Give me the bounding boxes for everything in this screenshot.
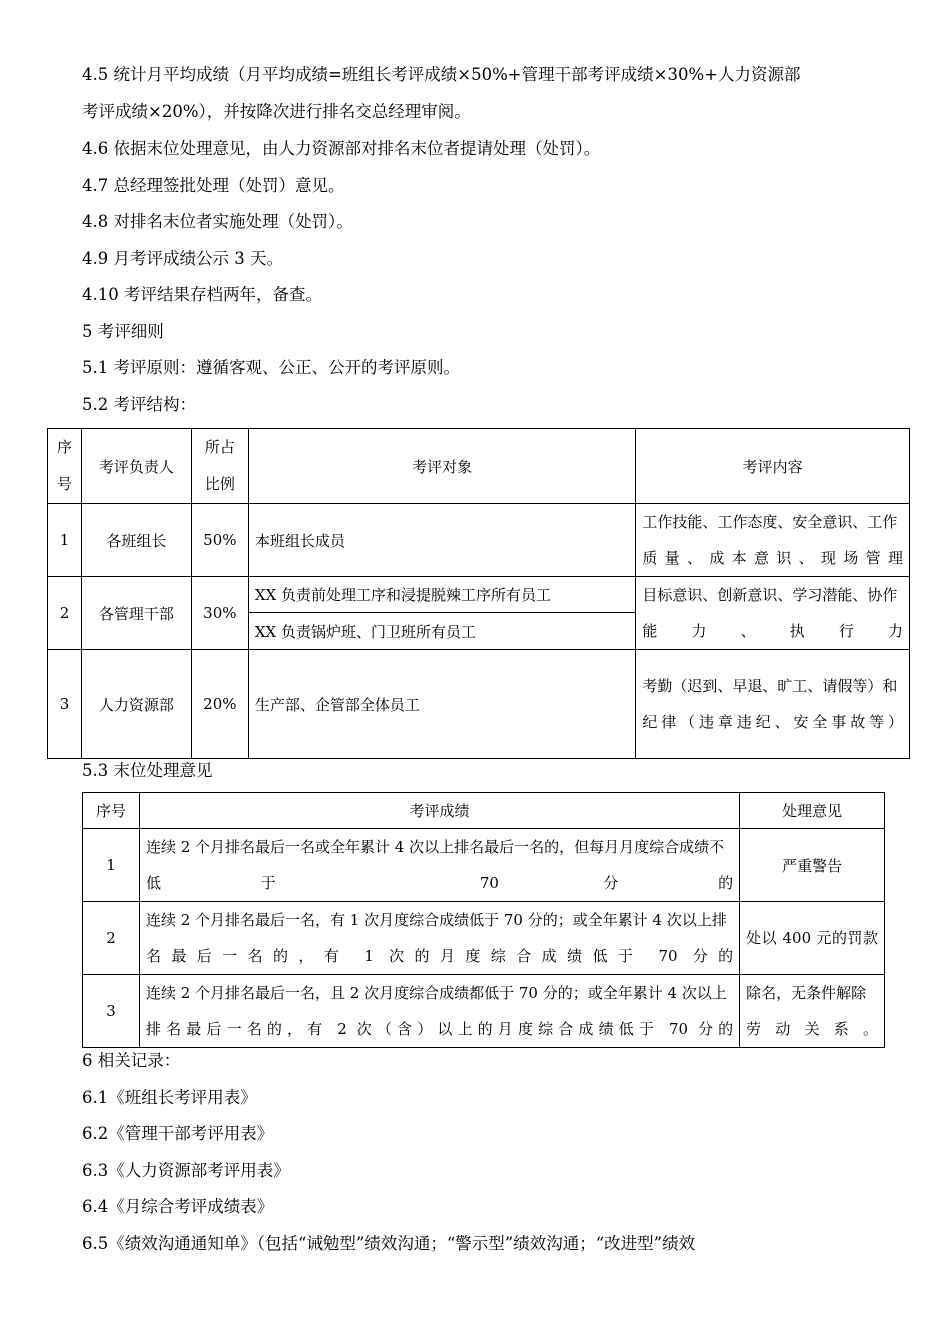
table-row (83, 975, 885, 1048)
cell-ratio: 30% (191, 577, 248, 650)
evaluation-structure-table (47, 428, 910, 759)
last-place-handling-table (82, 792, 885, 1048)
paragraph-4-10: 4.10 考评结果存档两年，备查。 (82, 285, 322, 304)
paragraph-4-5-line2: 考评成绩×20%），并按降次进行排名交总经理审阅。 (82, 102, 471, 121)
header-ratio: 所占比例 (191, 429, 248, 504)
cell-owner: 各班组长 (81, 504, 191, 577)
paragraph-4-5-line1: 4.5 统计月平均成绩（月平均成绩=班组长考评成绩×50%+管理干部考评成绩×30%+人力资源部 (82, 65, 801, 84)
cell-content: 工作技能、工作态度、安全意识、工作质量、成本意识、现场管理 (636, 504, 910, 577)
cell-score: 连续 2 个月排名最后一名，有 1 次月度综合成绩低于 70 分的；或全年累计 4 次以上排名最后一名的，有 1 次的月度综合成绩低于 70 分的 (139, 902, 739, 975)
record-6-3: 6.3《人力资源部考评用表》 (82, 1161, 290, 1180)
cell-target-a: XX 负责前处理工序和浸提脱辣工序所有员工 (248, 577, 635, 613)
paragraph-4-7: 4.7 总经理签批处理（处罚）意见。 (82, 176, 345, 195)
paragraph-4-8: 4.8 对排名末位者实施处理（处罚）。 (82, 212, 353, 231)
paragraph-4-9: 4.9 月考评成绩公示 3 天。 (82, 249, 283, 268)
cell-seq: 3 (48, 650, 82, 759)
cell-ratio: 50% (191, 504, 248, 577)
cell-content: 考勤（迟到、早退、旷工、请假等）和纪律（违章违纪、安全事故等） (636, 650, 910, 759)
section-heading-5: 5 考评细则 (82, 322, 164, 341)
record-6-2: 6.2《管理干部考评用表》 (82, 1124, 274, 1143)
table-row (48, 577, 910, 613)
cell-ratio: 20% (191, 650, 248, 759)
table-header-row (48, 429, 910, 504)
paragraph-5-2: 5.2 考评结构： (82, 395, 196, 414)
cell-seq: 3 (83, 975, 140, 1048)
cell-action: 处以 400 元的罚款 (740, 902, 885, 975)
header-score: 考评成绩 (139, 793, 739, 829)
paragraph-5-3: 5.3 末位处理意见 (82, 761, 213, 780)
table-header-row (83, 793, 885, 829)
table-row (48, 504, 910, 577)
cell-score: 连续 2 个月排名最后一名，且 2 次月度综合成绩都低于 70 分的；或全年累计 4 次以上排名最后一名的，有 2 次（含）以上的月度综合成绩低于 70 分的 (139, 975, 739, 1048)
paragraph-4-6: 4.6 依据末位处理意见，由人力资源部对排名末位者提请处理（处罚）。 (82, 139, 601, 158)
table-row (48, 650, 910, 759)
cell-target: 生产部、企管部全体员工 (248, 650, 635, 759)
cell-owner: 各管理干部 (81, 577, 191, 650)
cell-target-b: XX 负责锅炉班、门卫班所有员工 (248, 613, 635, 650)
table-row (83, 829, 885, 902)
section-heading-6: 6 相关记录： (82, 1051, 181, 1070)
cell-action: 除名，无条件解除劳动关系。 (740, 975, 885, 1048)
cell-seq: 2 (83, 902, 140, 975)
cell-score: 连续 2 个月排名最后一名或全年累计 4 次以上排名最后一名的，但每月月度综合成绩不低于 70 分的 (139, 829, 739, 902)
header-seq: 序号 (48, 429, 82, 504)
header-seq: 序号 (83, 793, 140, 829)
header-action: 处理意见 (740, 793, 885, 829)
cell-seq: 1 (48, 504, 82, 577)
cell-target: 本班组长成员 (248, 504, 635, 577)
cell-seq: 1 (83, 829, 140, 902)
cell-owner: 人力资源部 (81, 650, 191, 759)
record-6-4: 6.4《月综合考评成绩表》 (82, 1197, 274, 1216)
header-target: 考评对象 (248, 429, 635, 504)
record-6-1: 6.1《班组长考评用表》 (82, 1088, 257, 1107)
cell-action: 严重警告 (740, 829, 885, 902)
paragraph-5-1: 5.1 考评原则：遵循客观、公正、公开的考评原则。 (82, 358, 460, 377)
cell-seq: 2 (48, 577, 82, 650)
header-owner: 考评负责人 (81, 429, 191, 504)
cell-content: 目标意识、创新意识、学习潜能、协作能力、执行力 (636, 577, 910, 650)
header-content: 考评内容 (636, 429, 910, 504)
table-row (83, 902, 885, 975)
record-6-5: 6.5《绩效沟通通知单》（包括“诫勉型”绩效沟通；“警示型”绩效沟通；“改进型”绩效 (82, 1234, 696, 1253)
